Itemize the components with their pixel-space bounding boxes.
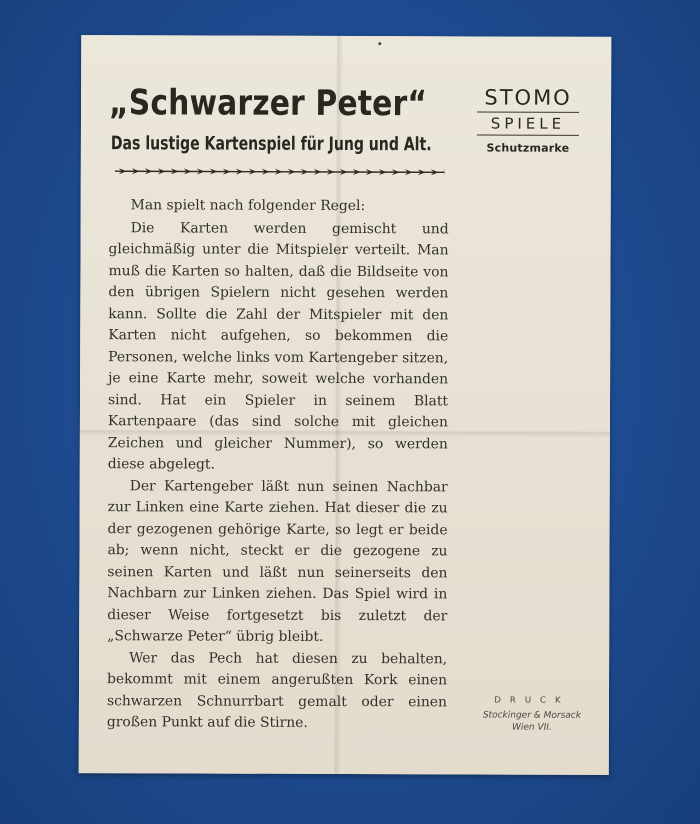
- rules-paragraph: Der Kartengeber läßt nun seinen Nachbar zur Linken eine Karte ziehen. Hat dieser die zu der gezogenen gehörige Karte, so legt er beide ab; wenn nicht, steckt er die gezogene zu seinen Karten und läßt nun seinerseits den Nachbarn zur Linken ziehen. Das Spiel wird in dieser Weise fortgesetzt bis zuletzt der „Schwarze Peter“ übrig bleibt.: [107, 477, 448, 645]
- printer-city: Wien VII.: [511, 722, 552, 733]
- rules-intro: Man spielt nach folgender Regel:: [130, 197, 366, 215]
- printer-imprint: [467, 694, 597, 733]
- trademark-label: Schutzmarke: [486, 141, 570, 155]
- instruction-sheet: [79, 35, 612, 775]
- brand-divider-bottom: [477, 134, 579, 135]
- rules-paragraph: Die Karten werden gemischt und gleichmäßig unter die Mitspieler verteilt. Man muß die Karten so halten, daß die Bildseite von den übrigen Spielern nicht gesehen werden kann. Sollte die Zahl der Mitspieler mit den Karten nicht aufgehen, so bekommen die Personen, welche links vom Kartengeber sitzen, je eine Karte mehr, soweit welche vorhanden sind. Hat ein Spieler in seinem Blatt Kartenpaare (das sind solche mit gleichen Zeichen und gleicher Nummer), so werden diese abgelegt.: [107, 219, 449, 473]
- game-title: „Schwarzer Peter“: [108, 83, 428, 125]
- rules-text: [107, 195, 449, 735]
- brand-name: STOMO: [484, 85, 572, 110]
- brand-subtitle: SPIELE: [490, 114, 566, 133]
- rules-paragraph: Wer das Pech hat diesen zu behalten, bekommt mit einem angerußten Kork einen schwarzen Schnurrbart gemalt oder einen großen Punkt auf die Stirne.: [106, 649, 448, 731]
- printer-name: Stockinger & Morsack: [482, 710, 581, 721]
- brand-logo: [473, 84, 583, 154]
- game-subtitle: Das lustige Kartenspiel für Jung und Alt.: [110, 133, 432, 156]
- print-label: DRUCK: [494, 695, 570, 706]
- paper-speck: [378, 42, 381, 45]
- decorative-rule: [115, 167, 445, 176]
